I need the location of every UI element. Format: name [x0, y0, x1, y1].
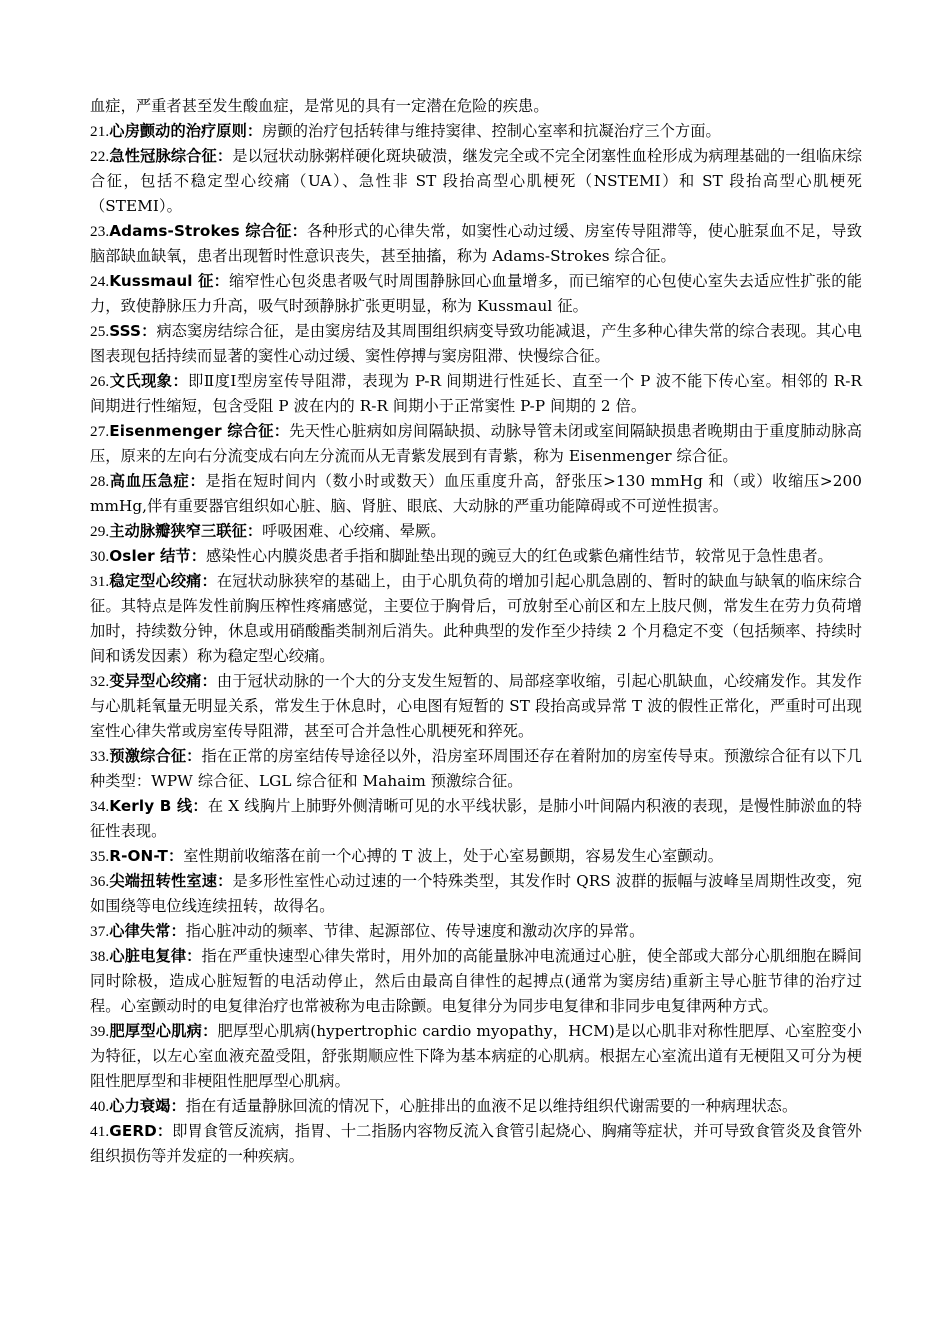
entry-term: 心律失常：	[109, 922, 186, 940]
entry-definition: 在 X 线胸片上肺野外侧清晰可见的水平线状影，是肺小叶间隔内积液的表现，是慢性肺淤血的特征性表现。	[90, 797, 862, 840]
entry-list	[90, 119, 862, 1169]
entry-definition: 指在严重快速型心律失常时，用外加的高能量脉冲电流通过心脏，使全部或大部分心肌细胞在瞬间同时除极，造成心脏短暂的电活动停止，然后由最高自律性的起搏点(通常为窦房结)重新主导心脏节律的治疗过程。心室颤动时的电复律治疗也常被称为电击除颤。电复律分为同步电复律和非同步电复律两种方式。	[90, 947, 862, 1015]
definition-entry	[90, 569, 862, 669]
entry-term: 心房颤动的治疗原则：	[109, 122, 263, 140]
entry-number: 26.	[90, 373, 110, 390]
entry-definition: 指在有适量静脉回流的情况下，心脏排出的血液不足以维持组织代谢需要的一种病理状态。	[185, 1097, 798, 1115]
entry-number: 41.	[90, 1123, 110, 1140]
entry-number: 22.	[90, 148, 110, 165]
entry-definition: 呼吸困难、心绞痛、晕厥。	[262, 522, 446, 540]
entry-definition: 缩窄性心包炎患者吸气时周围静脉回心血量增多，而已缩窄的心包使心室失去适应性扩张的能力，致使静脉压力升高，吸气时颈静脉扩张更明显，称为 Kussmaul 征。	[90, 272, 862, 315]
entry-number: 38.	[90, 948, 110, 965]
entry-number: 25.	[90, 323, 110, 340]
entry-definition: 室性期前收缩落在前一个心搏的 T 波上，处于心室易颤期，容易发生心室颤动。	[183, 847, 724, 865]
entry-definition: 先天性心脏病如房间隔缺损、动脉导管未闭或室间隔缺损患者晚期由于重度肺动脉高压，原来的左向右分流变成右向左分流而从无青紫发展到有青紫，称为 Eisenmenger 综合征。	[90, 422, 862, 465]
definition-entry	[90, 869, 862, 919]
entry-term: Eisenmenger 综合征：	[109, 422, 290, 440]
entry-definition: 指心脏冲动的频率、节律、起源部位、传导速度和激动次序的异常。	[185, 922, 645, 940]
entry-term: 文氏现象：	[109, 372, 189, 390]
entry-number: 35.	[90, 848, 110, 865]
entry-number: 30.	[90, 548, 110, 565]
definition-entry	[90, 369, 862, 419]
entry-term: 主动脉瓣狭窄三联征：	[109, 522, 263, 540]
entry-term: Kerly B 线：	[109, 797, 208, 815]
entry-term: 肥厚型心肌病：	[109, 1022, 218, 1040]
entry-number: 28.	[90, 473, 110, 490]
entry-definition: 肥厚型心肌病(hypertrophic cardio myopathy，HCM)是以心肌非对称性肥厚、心室腔变小为特征，以左心室血液充盈受阻，舒张期顺应性下降为基本病症的心肌病。根据左心室流出道有无梗阻又可分为梗阻性肥厚型和非梗阻性肥厚型心肌病。	[90, 1022, 862, 1090]
definition-entry	[90, 144, 862, 219]
entry-definition: 指在正常的房室结传导途径以外，沿房室环周围还存在着附加的房室传导束。预激综合征有以下几种类型：WPW 综合征、LGL 综合征和 Mahaim 预激综合征。	[90, 747, 862, 790]
definition-entry	[90, 794, 862, 844]
entry-term: Osler 结节：	[109, 547, 206, 565]
entry-definition: 是指在短时间内（数小时或数天）血压重度升高，舒张压>130 mmHg 和（或）收缩压>200 mmHg,伴有重要器官组织如心脏、脑、肾脏、眼底、大动脉的严重功能障碍或不可逆性损害。	[90, 472, 863, 515]
entry-term: 稳定型心绞痛：	[109, 572, 217, 590]
definition-entry	[90, 1019, 862, 1094]
entry-definition: 是以冠状动脉粥样硬化斑块破溃，继发完全或不完全闭塞性血栓形成为病理基础的一组临床综合征，包括不稳定型心绞痛（UA）、急性非 ST 段抬高型心肌梗死（NSTEMI）和 ST 段抬高型心肌梗死（STEMI）。	[90, 147, 862, 215]
entry-number: 36.	[90, 873, 110, 890]
definition-entry	[90, 519, 862, 544]
entry-number: 39.	[90, 1023, 110, 1040]
entry-term: 尖端扭转性室速：	[109, 872, 233, 890]
definition-entry	[90, 669, 862, 744]
definition-entry	[90, 844, 862, 869]
lead-paragraph: 血症，严重者甚至发生酸血症，是常见的具有一定潜在危险的疾患。	[90, 97, 549, 115]
entry-number: 40.	[90, 1098, 110, 1115]
entry-definition: 病态窦房结综合征，是由窦房结及其周围组织病变导致功能减退，产生多种心律失常的综合表现。其心电图表现包括持续而显著的窦性心动过缓、窦性停搏与窦房阻滞、快慢综合征。	[90, 322, 862, 365]
entry-term: 心脏电复律：	[109, 947, 202, 965]
definition-entry	[90, 319, 862, 369]
entry-number: 27.	[90, 423, 110, 440]
entry-number: 37.	[90, 923, 110, 940]
definition-entry	[90, 419, 862, 469]
definition-entry	[90, 219, 862, 269]
entry-number: 29.	[90, 523, 110, 540]
entry-definition: 感染性心内膜炎患者手指和脚趾垫出现的豌豆大的红色或紫色痛性结节，较常见于急性患者。	[206, 547, 833, 565]
entry-term: 急性冠脉综合征：	[109, 147, 233, 165]
definition-entry	[90, 119, 862, 144]
entry-definition: 由于冠状动脉的一个大的分支发生短暂的、局部痉挛收缩，引起心肌缺血，心绞痛发作。其发作与心肌耗氧量无明显关系，常发生于休息时，心电图有短暂的 ST 段抬高或异常 T 波的假性正常化，严重时可出现室性心律失常或房室传导阻滞，甚至可合并急性心肌梗死和猝死。	[90, 672, 863, 740]
entry-term: Adams-Strokes 综合征：	[109, 222, 307, 240]
definition-entry	[90, 919, 862, 944]
definition-entry	[90, 544, 862, 569]
definition-entry	[90, 1119, 862, 1169]
entry-number: 32.	[90, 673, 110, 690]
entry-definition: 是多形性室性心动过速的一个特殊类型，其发作时 QRS 波群的振幅与波峰呈周期性改变，宛如围绕等电位线连续扭转，故得名。	[90, 872, 862, 915]
definition-entry	[90, 469, 862, 519]
entry-number: 33.	[90, 748, 110, 765]
entry-number: 23.	[90, 223, 110, 240]
entry-term: 预激综合征：	[109, 747, 202, 765]
definition-entry	[90, 269, 862, 319]
entry-term: Kussmaul 征：	[109, 272, 230, 290]
document-page	[90, 94, 862, 1169]
entry-number: 24.	[90, 273, 110, 290]
entry-number: 21.	[90, 123, 110, 140]
definition-entry	[90, 944, 862, 1019]
entry-term: 变异型心绞痛：	[109, 672, 217, 690]
definition-entry	[90, 1094, 862, 1119]
entry-definition: 在冠状动脉狭窄的基础上，由于心肌负荷的增加引起心肌急剧的、暂时的缺血与缺氧的临床综合征。其特点是阵发性前胸压榨性疼痛感觉，主要位于胸骨后，可放射至心前区和左上肢尺侧，常发生在劳力负荷增加时，持续数分钟，休息或用硝酸酯类制剂后消失。此种典型的发作至少持续 2 个月稳定不变（包括频率、持续时间和诱发因素）称为稳定型心绞痛。	[90, 572, 863, 665]
entry-definition: 房颤的治疗包括转律与维持窦律、控制心室率和抗凝治疗三个方面。	[262, 122, 721, 140]
entry-term: SSS：	[109, 322, 157, 340]
entry-definition: 各种形式的心律失常，如窦性心动过缓、房室传导阻滞等，使心脏泵血不足，导致脑部缺血缺氧，患者出现暂时性意识丧失，甚至抽搐，称为 Adams-Strokes 综合征。	[90, 222, 862, 265]
entry-term: 心力衰竭：	[109, 1097, 186, 1115]
entry-term: GERD：	[109, 1122, 173, 1140]
definition-entry	[90, 744, 862, 794]
entry-number: 31.	[90, 573, 110, 590]
entry-term: 高血压急症：	[109, 472, 206, 490]
entry-term: R-ON-T：	[109, 847, 184, 865]
entry-number: 34.	[90, 798, 110, 815]
entry-definition: 即Ⅱ度Ⅰ型房室传导阻滞，表现为 P-R 间期进行性延长、直至一个 P 波不能下传心室。相邻的 R-R 间期进行性缩短，包含受阻 P 波在内的 R-R 间期小于正常窦性 P-P 间期的 2 倍。	[90, 372, 862, 415]
entry-definition: 即胃食管反流病，指胃、十二指肠内容物反流入食管引起烧心、胸痛等症状，并可导致食管炎及食管外组织损伤等并发症的一种疾病。	[90, 1122, 862, 1165]
